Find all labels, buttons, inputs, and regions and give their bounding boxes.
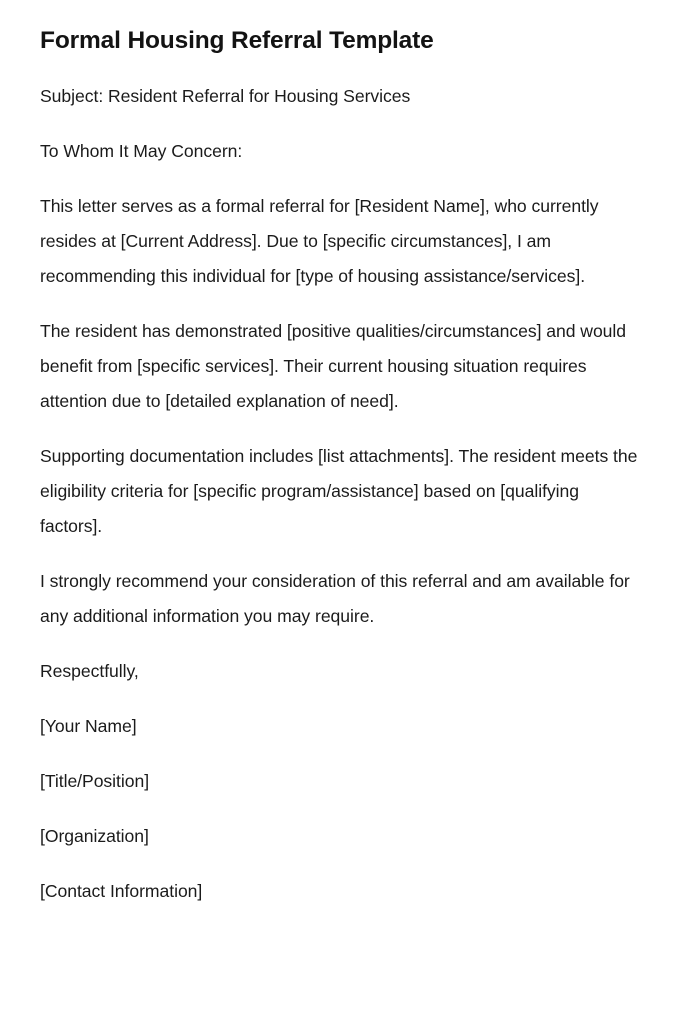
- paragraph-spacer: [40, 544, 640, 564]
- paragraph-spacer: [40, 169, 640, 189]
- signature-contact: [Contact Information]: [40, 881, 203, 901]
- paragraph-spacer: [40, 294, 640, 314]
- paragraph-salutation: To Whom It May Concern:: [40, 141, 243, 161]
- paragraph-spacer: [40, 114, 640, 134]
- paragraph-spacer: [40, 419, 640, 439]
- document-body: [40, 79, 640, 909]
- paragraph-spacer: [40, 634, 640, 654]
- paragraph-recommendation: I strongly recommend your consideration of this referral and am available for any additional information you may require.: [40, 571, 630, 626]
- title-spacer: [40, 58, 640, 79]
- paragraph-intro: This letter serves as a formal referral for [Resident Name], who currently resides at [Current Address]. Due to [specific circumstances], I am recommending this individual for [type of housing assistance/services].: [40, 196, 599, 286]
- paragraph-documentation: Supporting documentation includes [list attachments]. The resident meets the eligibility criteria for [specific program/assistance] based on [qualifying factors].: [40, 446, 638, 536]
- paragraph-spacer: [40, 799, 640, 819]
- paragraph-spacer: [40, 744, 640, 764]
- signature-name: [Your Name]: [40, 716, 137, 736]
- paragraph-qualities: The resident has demonstrated [positive qualities/circumstances] and would benefit from [specific services]. Their current housing situation requires attention due to [detailed explanation of need].: [40, 321, 627, 411]
- paragraph-spacer: [40, 689, 640, 709]
- page-title: Formal Housing Referral Template: [40, 27, 434, 54]
- paragraph-subject: Subject: Resident Referral for Housing Services: [40, 86, 411, 106]
- signature-title: [Title/Position]: [40, 771, 150, 791]
- paragraph-spacer: [40, 854, 640, 874]
- paragraph-closing: Respectfully,: [40, 661, 139, 681]
- signature-organization: [Organization]: [40, 826, 149, 846]
